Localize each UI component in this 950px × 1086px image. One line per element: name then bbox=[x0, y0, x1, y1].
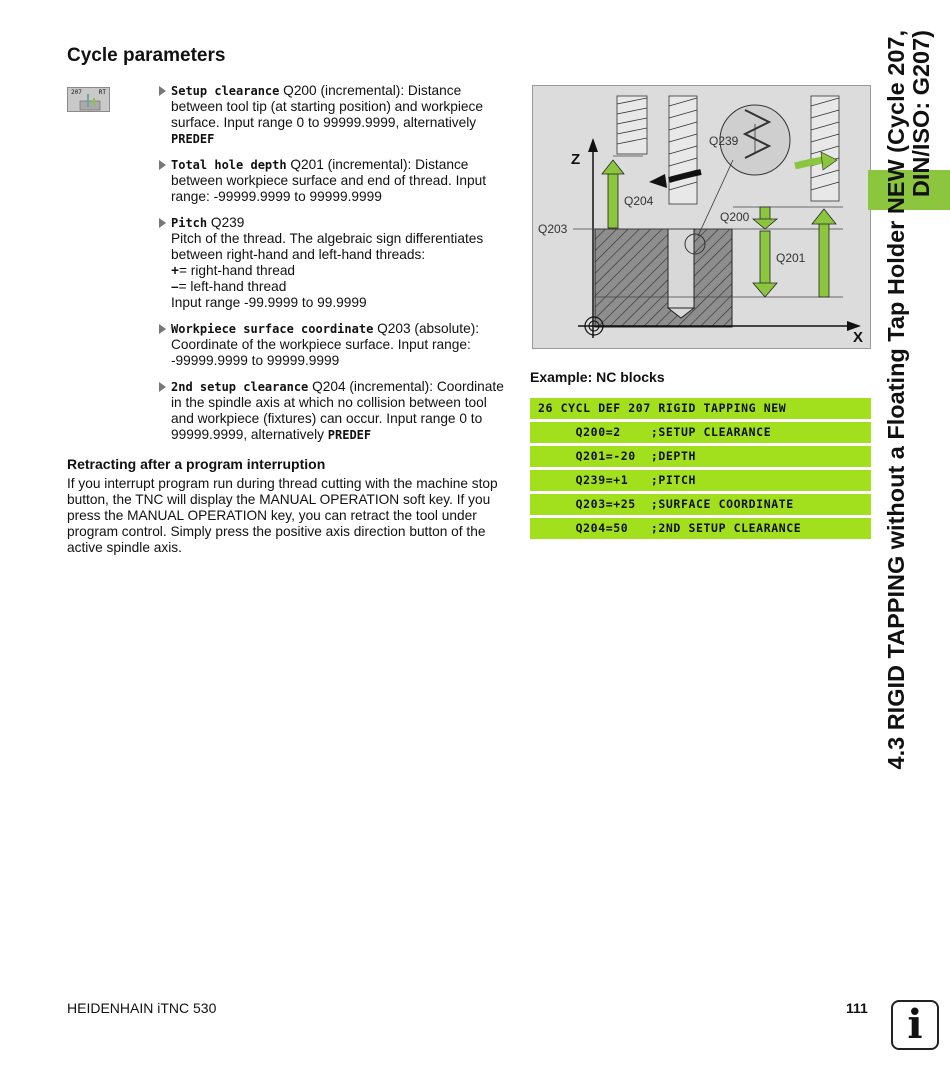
label-x: X bbox=[853, 329, 864, 346]
tap-tool-2 bbox=[669, 96, 697, 204]
footer-product: HEIDENHAIN iTNC 530 bbox=[67, 1000, 217, 1016]
retract-heading: Retracting after a program interruption bbox=[67, 456, 326, 472]
bullet-arrow-icon bbox=[159, 382, 166, 392]
tap-tool-3 bbox=[811, 96, 839, 201]
param-setup-clearance bbox=[159, 83, 511, 147]
param-workpiece-surface bbox=[159, 321, 511, 369]
bullet-arrow-icon bbox=[159, 160, 166, 170]
softkey-label-number: 207 bbox=[71, 89, 82, 96]
label-q201: Q201 bbox=[776, 251, 806, 265]
cycle-softkey-icon bbox=[67, 87, 110, 112]
param-code: Workpiece surface coordinate bbox=[171, 322, 374, 336]
tapped-hole bbox=[668, 229, 694, 308]
param-suffix: PREDEF bbox=[327, 428, 372, 442]
param-text: Q201 (incremental): Distance between workpiece surface and end of thread. Input range: -99999.9999 to 99999.9999 bbox=[171, 157, 487, 204]
param-text: Q204 (incremental): Coordinate in the spindle axis at which no collision between tool and workpiece (fixtures) can occur. Input range 0 to 99999.9999, alternatively bbox=[171, 379, 504, 442]
minus-sign: – bbox=[171, 279, 179, 294]
page-number: 111 bbox=[846, 1000, 868, 1016]
tap-icon bbox=[68, 88, 109, 111]
param-suffix: PREDEF bbox=[171, 132, 215, 146]
q204-arrow bbox=[608, 172, 618, 228]
param-code: 2nd setup clearance bbox=[171, 380, 309, 394]
param-text: Q239 bbox=[207, 215, 245, 230]
pitch-range: Input range -99.9999 to 99.9999 bbox=[171, 295, 367, 310]
example-heading: Example: NC blocks bbox=[530, 369, 665, 385]
param-text: Q200 (incremental): Distance between tool tip (at starting position) and workpiece surface. Input range 0 to 99999.9999, alternatively bbox=[171, 83, 483, 130]
section-title: Cycle parameters bbox=[67, 45, 226, 66]
parameter-list bbox=[159, 83, 511, 453]
side-title-line1: 4.3 RIGID TAPPING without a Floating Tap Holder NEW (Cycle 207, bbox=[883, 30, 909, 770]
bullet-arrow-icon bbox=[159, 324, 166, 334]
nc-block-line: Q200=2 ;SETUP CLEARANCE bbox=[530, 422, 871, 443]
label-q203: Q203 bbox=[538, 222, 568, 236]
bullet-arrow-icon bbox=[159, 86, 166, 96]
z-arrow-icon bbox=[588, 138, 598, 152]
label-q239: Q239 bbox=[709, 134, 739, 148]
plus-text: = right-hand thread bbox=[179, 263, 296, 278]
workpiece bbox=[595, 229, 732, 327]
retract-paragraph: If you interrupt program run during thread cutting with the machine stop button, the TNC will display the MANUAL OPERATION soft key. If you press the MANUAL OPERATION key, you can retract the tool under program control. Simply press the positive axis direction button of the active spindle axis. bbox=[67, 476, 498, 555]
minus-text: = left-hand thread bbox=[178, 279, 287, 294]
param-pitch-desc: Pitch of the thread. The algebraic sign differentiates between right-hand and left-hand threads: bbox=[171, 231, 484, 262]
nc-block-line: Q239=+1 ;PITCH bbox=[530, 470, 871, 491]
label-q204: Q204 bbox=[624, 194, 654, 208]
label-q200: Q200 bbox=[720, 210, 750, 224]
param-pitch bbox=[159, 215, 511, 311]
nc-block-line: 26 CYCL DEF 207 RIGID TAPPING NEW bbox=[530, 398, 871, 419]
param-code: Pitch bbox=[171, 216, 208, 230]
tap-tool-1 bbox=[617, 96, 647, 154]
nc-block-line: Q201=-20 ;DEPTH bbox=[530, 446, 871, 467]
plus-sign: + bbox=[171, 263, 179, 278]
q201-arrow bbox=[760, 231, 770, 285]
nc-block-line: Q204=50 ;2ND SETUP CLEARANCE bbox=[530, 518, 871, 539]
info-glyph: i bbox=[907, 1001, 923, 1048]
param-code: Total hole depth bbox=[171, 158, 287, 172]
retract-arrow bbox=[819, 222, 829, 297]
softkey-label-rt: RT bbox=[98, 89, 106, 96]
tapping-diagram bbox=[532, 85, 871, 349]
param-code: Setup clearance bbox=[171, 84, 280, 98]
side-title-line2: DIN/ISO: G207) bbox=[908, 30, 934, 198]
label-z: Z bbox=[571, 151, 581, 168]
param-text: Q203 (absolute): Coordinate of the workpiece surface. Input range: -99999.9999 to 99999.9999 bbox=[171, 321, 480, 368]
bullet-arrow-icon bbox=[159, 218, 166, 228]
info-icon bbox=[891, 1000, 939, 1050]
param-total-hole-depth bbox=[159, 157, 511, 205]
nc-block-line: Q203=+25 ;SURFACE COORDINATE bbox=[530, 494, 871, 515]
chapter-side-title bbox=[884, 30, 934, 850]
param-2nd-setup-clearance bbox=[159, 379, 511, 443]
